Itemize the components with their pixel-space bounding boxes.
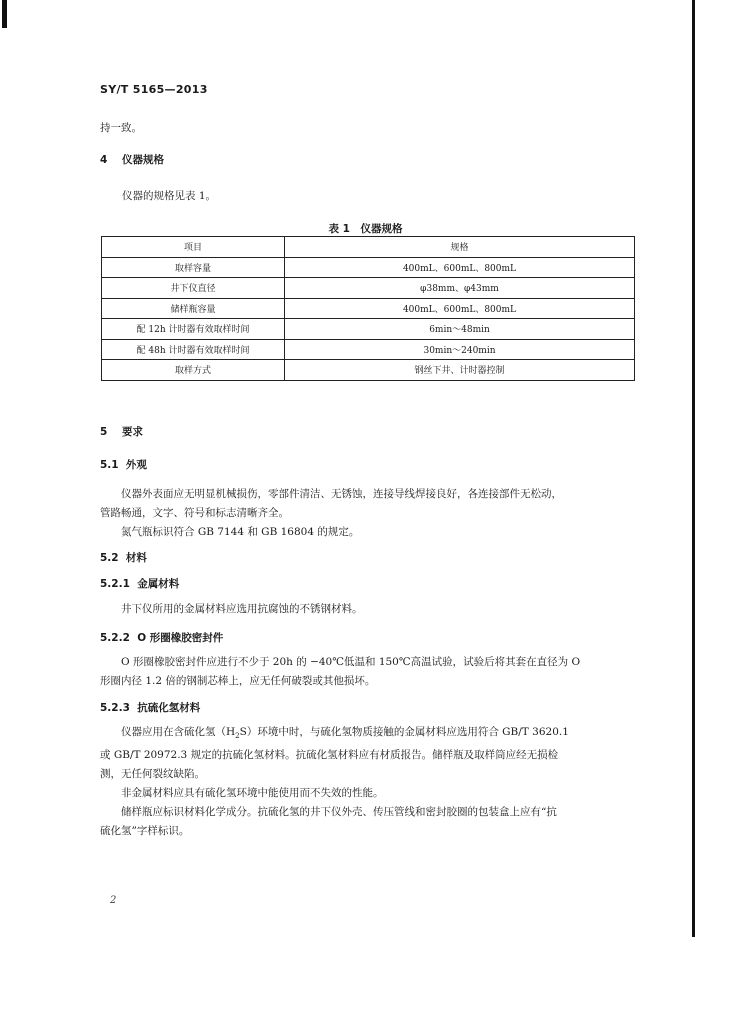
table-cell: 储样瓶容量 — [102, 298, 285, 319]
text-line: 非金属材料应具有硫化氢环境中能使用而不失效的性能。 — [121, 787, 384, 800]
table-header-row — [102, 237, 635, 258]
section-title: 金属材料 — [137, 578, 180, 590]
section-5-heading — [100, 424, 143, 439]
text-line: 测，无任何裂纹缺陷。 — [100, 768, 205, 781]
table-header-cell: 规格 — [285, 237, 635, 258]
section-number: 5 — [100, 426, 108, 438]
table-cell: 400mL、600mL、800mL — [285, 257, 635, 278]
section-title: 仪器规格 — [122, 154, 164, 166]
section-5-1-heading — [100, 457, 147, 472]
text-line: 仪器应用在含硫化氢$(H_2S)$环境中时，与硫化氢物质接触的金属材料应选用符合 GB/T 3620.1 — [121, 726, 569, 741]
section-5-2-2-heading — [100, 630, 223, 645]
text-line: 或 GB/T 20972.3 规定的抗硫化氢材料。抗硫化氢材料应有材质报告。储样瓶及取样筒应经无损检 — [100, 749, 559, 762]
continuation-text: 持一致。 — [100, 122, 142, 134]
scan-edge-right — [692, 0, 695, 937]
table-cell: 井下仪直径 — [102, 278, 285, 299]
section-5-2-1-paragraph: 井下仪所用的金属材料应选用抗腐蚀的不锈钢材料。 — [121, 603, 363, 615]
text-line: 形圈内径 1.2 倍的钢制芯棒上，应无任何破裂或其他损坏。 — [100, 675, 376, 687]
scan-edge-left — [2, 0, 7, 28]
text-line: 氮气瓶标识符合 GB 7144 和 GB 16804 的规定。 — [121, 526, 360, 538]
section-title: 材料 — [125, 552, 147, 564]
table-cell: 6min～48min — [285, 319, 635, 340]
table-row — [102, 257, 635, 278]
section-number: 4 — [100, 154, 108, 166]
section-4-text: 仪器的规格见表 1。 — [122, 190, 217, 202]
spec-table — [101, 236, 635, 381]
section-5-2-2-paragraph — [100, 653, 640, 691]
section-number: 5.2.3 — [100, 702, 130, 714]
section-number: 5.2 — [100, 552, 119, 564]
table-cell: 配 48h 计时器有效取样时间 — [102, 339, 285, 360]
section-number: 5.1 — [100, 459, 119, 471]
table-row — [102, 278, 635, 299]
section-5-2-heading — [100, 550, 147, 565]
table-cell: 30min～240min — [285, 339, 635, 360]
section-5-1-paragraph — [100, 485, 640, 542]
section-5-2-3-heading — [100, 700, 200, 715]
table-cell: 取样容量 — [102, 257, 285, 278]
table-row — [102, 319, 635, 340]
table-cell: φ38mm、φ43mm — [285, 278, 635, 299]
table-cell: 配 12h 计时器有效取样时间 — [102, 319, 285, 340]
table-row — [102, 360, 635, 381]
section-4-heading — [100, 152, 164, 167]
section-number: 5.2.2 — [100, 632, 130, 644]
section-5-2-3-paragraph — [100, 723, 640, 841]
section-title: O 形圈橡胶密封件 — [137, 632, 224, 644]
section-title: 抗硫化氢材料 — [137, 702, 201, 714]
text-line: 储样瓶应标识材料化学成分。抗硫化氢的井下仪外壳、传压管线和密封胶圈的包装盒上应有“抗 — [121, 806, 557, 819]
table-header-cell: 项目 — [102, 237, 285, 258]
page-number: 2 — [110, 895, 117, 906]
table-cell: 取样方式 — [102, 360, 285, 381]
table-row — [102, 339, 635, 360]
section-number: 5.2.1 — [100, 578, 130, 590]
text-line: 仪器外表面应无明显机械损伤，零部件清洁、无锈蚀，连接导线焊接良好，各连接部件无松动， — [121, 488, 562, 500]
section-title: 外观 — [125, 459, 147, 471]
text-line: 硫化氢”字样标识。 — [100, 825, 190, 838]
table-cell: 钢丝下井、计时器控制 — [285, 360, 635, 381]
section-title: 要求 — [122, 426, 143, 438]
section-5-2-1-heading — [100, 576, 179, 591]
table-cell: 400mL、600mL、800mL — [285, 298, 635, 319]
table-title: 表 1 仪器规格 — [328, 223, 403, 235]
text-line: 管路畅通，文字、符号和标志清晰齐全。 — [100, 507, 289, 519]
standard-code: SY/T 5165—2013 — [100, 83, 208, 96]
table-row — [102, 298, 635, 319]
text-line: O 形圈橡胶密封件应进行不少于 20h 的 −40℃低温和 150℃高温试验，试验后将其套在直径为 O — [121, 656, 581, 668]
